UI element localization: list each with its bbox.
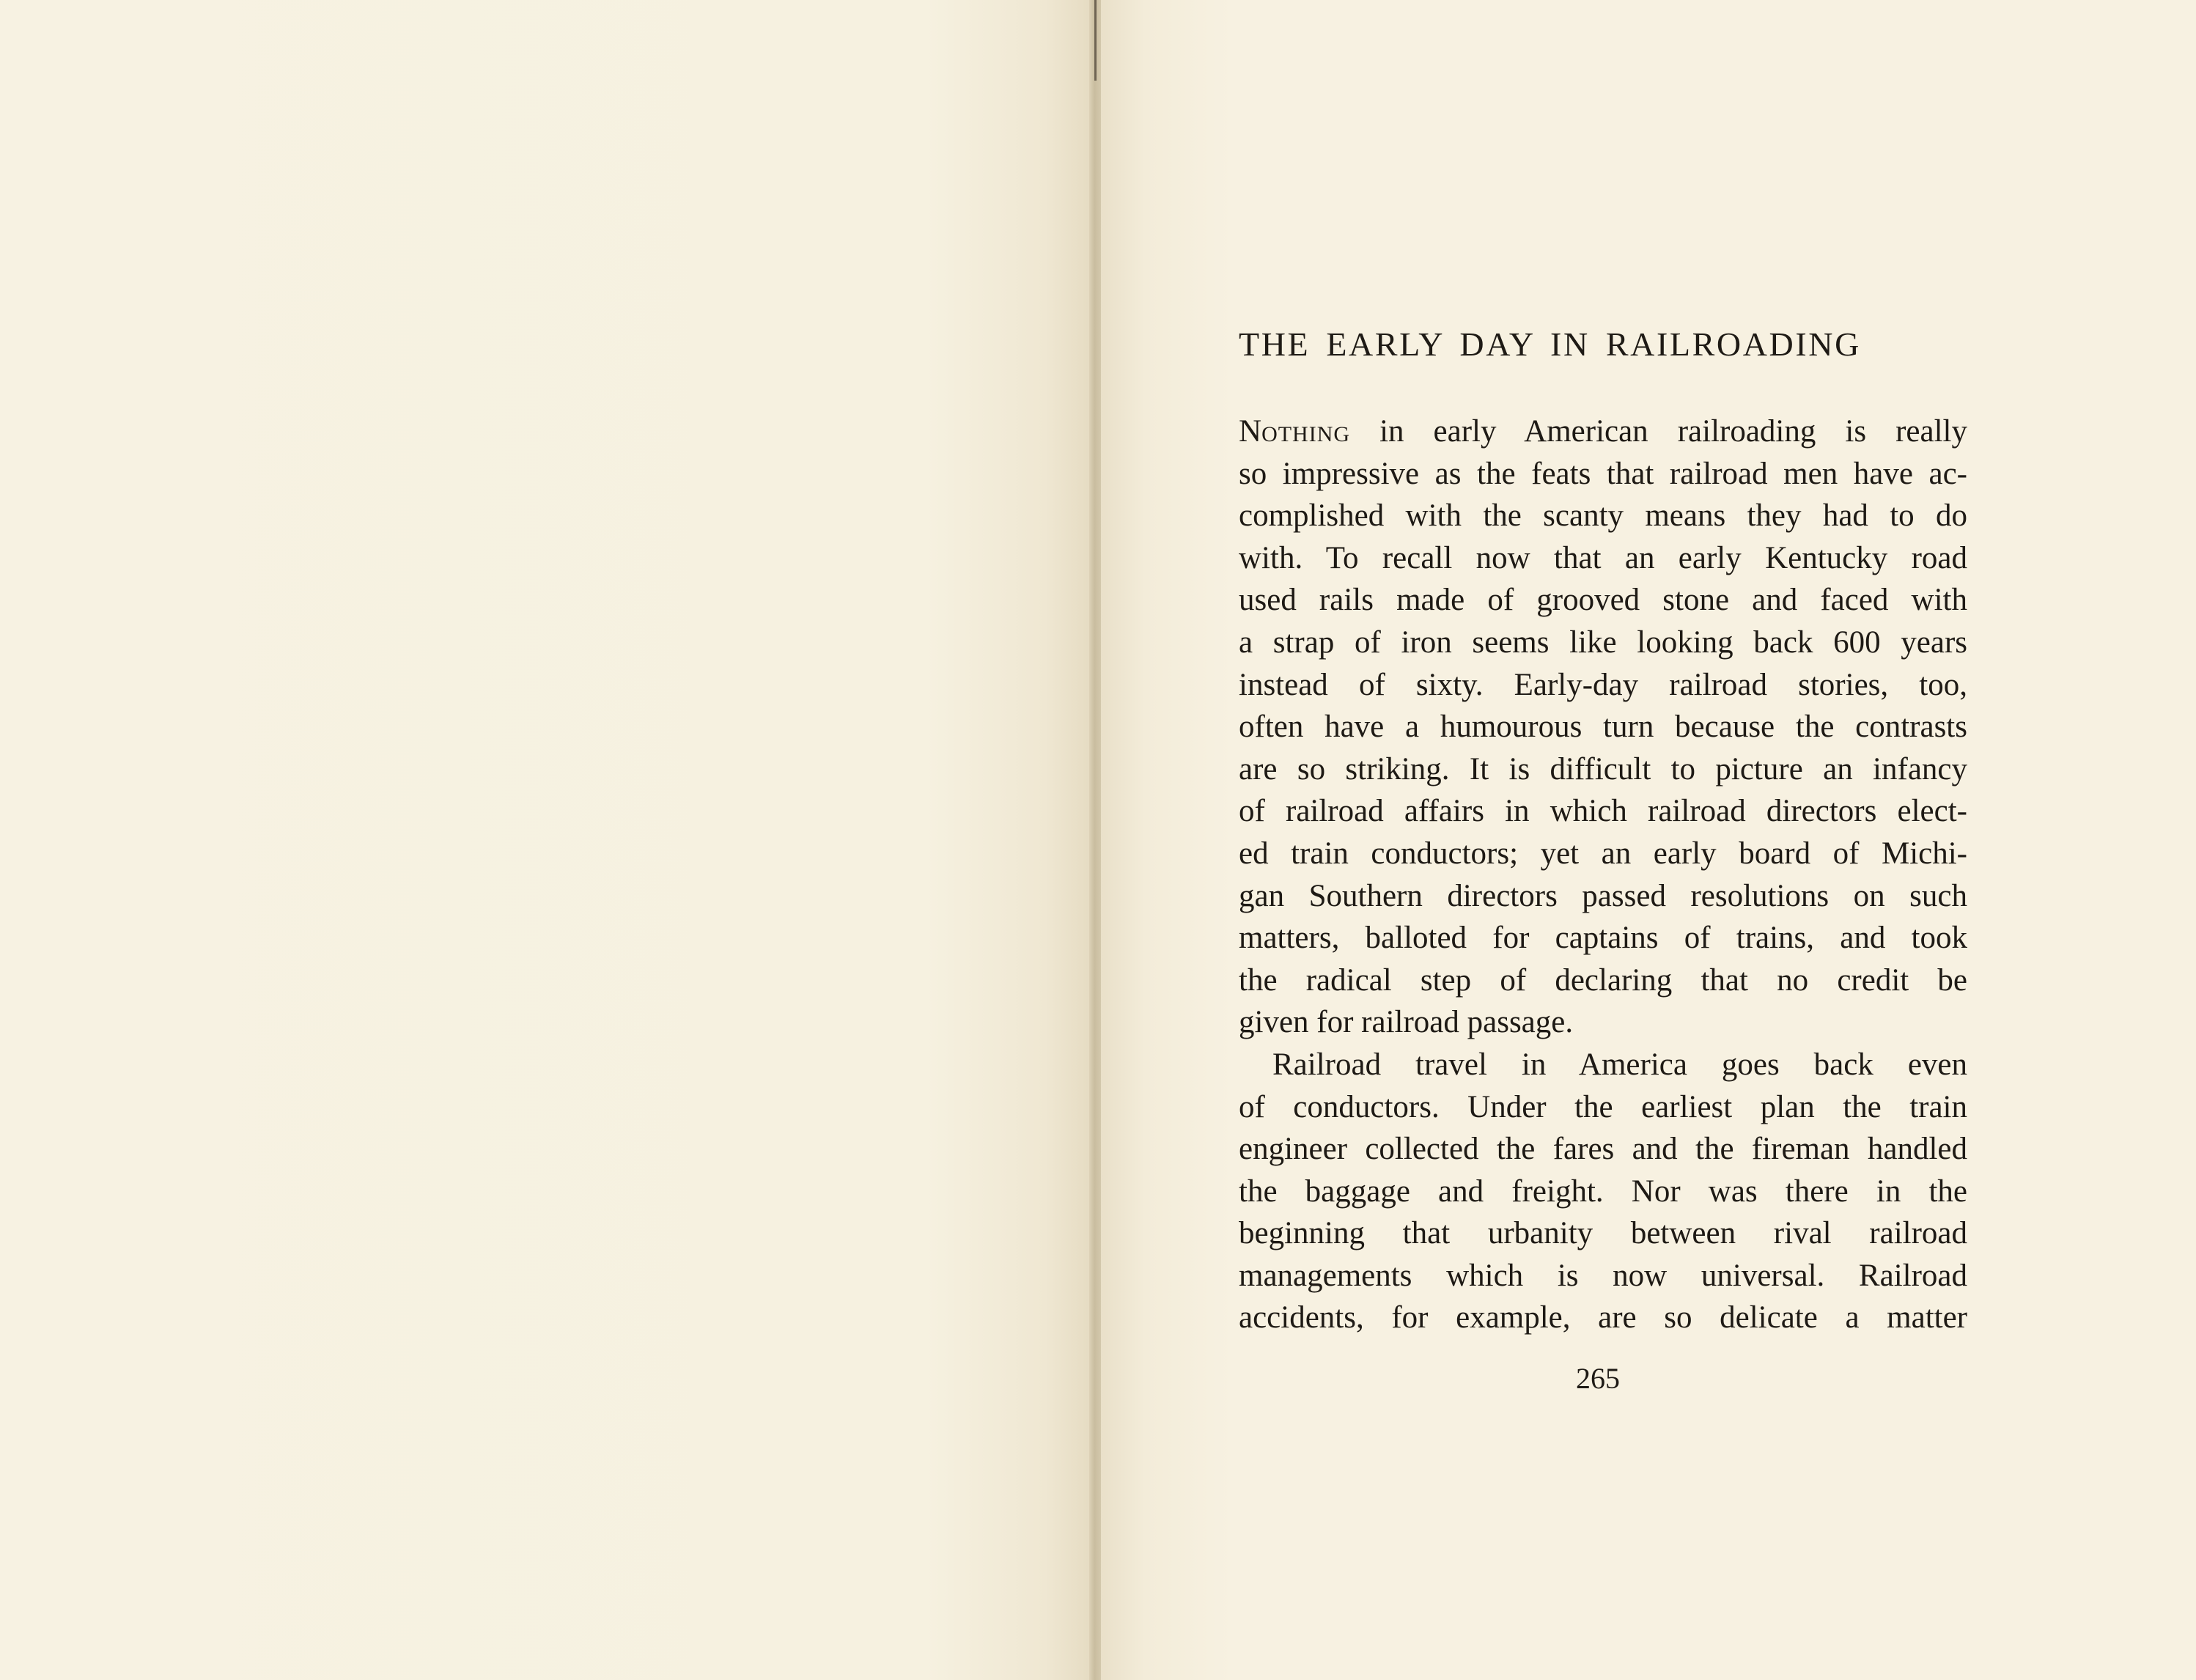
text-line-8: often have a humourous turn because the contrasts	[1239, 710, 1967, 745]
text-line-6: a strap of iron seems like looking back 600 years	[1239, 625, 1967, 660]
text-line-17: of conductors. Under the earliest plan the train	[1239, 1089, 1967, 1124]
text-line-22: accidents, for example, are so delicate a matter	[1239, 1300, 1967, 1335]
text-line-1	[1239, 410, 1967, 453]
book-gutter	[1089, 0, 1101, 1680]
text-line-3: complished with the scanty means they had to do	[1239, 498, 1967, 534]
text-line-14: the radical step of declaring that no credit be	[1239, 962, 1967, 998]
text-line-15: given for railroad passage.	[1239, 1005, 1574, 1040]
body-text	[1239, 410, 1967, 1339]
text-line-18: engineer collected the fares and the fireman handled	[1239, 1132, 1967, 1167]
page-number: 265	[1576, 1362, 1620, 1395]
opening-smallcaps: OTHING	[1261, 422, 1351, 446]
text-line-19: the baggage and freight. Nor was there in the	[1239, 1174, 1967, 1209]
gutter-shadow-line	[1094, 0, 1097, 81]
text-line-16: Railroad travel in America goes back even	[1272, 1047, 1967, 1082]
left-page-blank	[0, 0, 1089, 1680]
text-line-21: managements which is now universal. Railroad	[1239, 1258, 1967, 1293]
text-line-2: so impressive as the feats that railroad men have ac-	[1239, 456, 1967, 491]
text-line-12: gan Southern directors passed resolutions on such	[1239, 878, 1967, 913]
text-line-5: used rails made of grooved stone and faced with	[1239, 583, 1967, 618]
chapter-title: THE EARLY DAY IN RAILROADING	[1239, 325, 1861, 363]
text-line-1-rest: in early American railroading is really	[1350, 414, 1967, 449]
text-line-9: are so striking. It is difficult to picture an infancy	[1239, 751, 1967, 786]
text-line-4: with. To recall now that an early Kentucky road	[1239, 540, 1967, 575]
text-line-20: beginning that urbanity between rival railroad	[1239, 1216, 1967, 1251]
text-line-13: matters, balloted for captains of trains, and took	[1239, 921, 1967, 956]
opening-initial: N	[1239, 414, 1262, 449]
text-line-11: ed train conductors; yet an early board of Michi-	[1239, 836, 1967, 871]
text-line-10: of railroad affairs in which railroad directors elect-	[1239, 794, 1967, 829]
text-line-7: instead of sixty. Early-day railroad stories, too,	[1239, 667, 1967, 702]
